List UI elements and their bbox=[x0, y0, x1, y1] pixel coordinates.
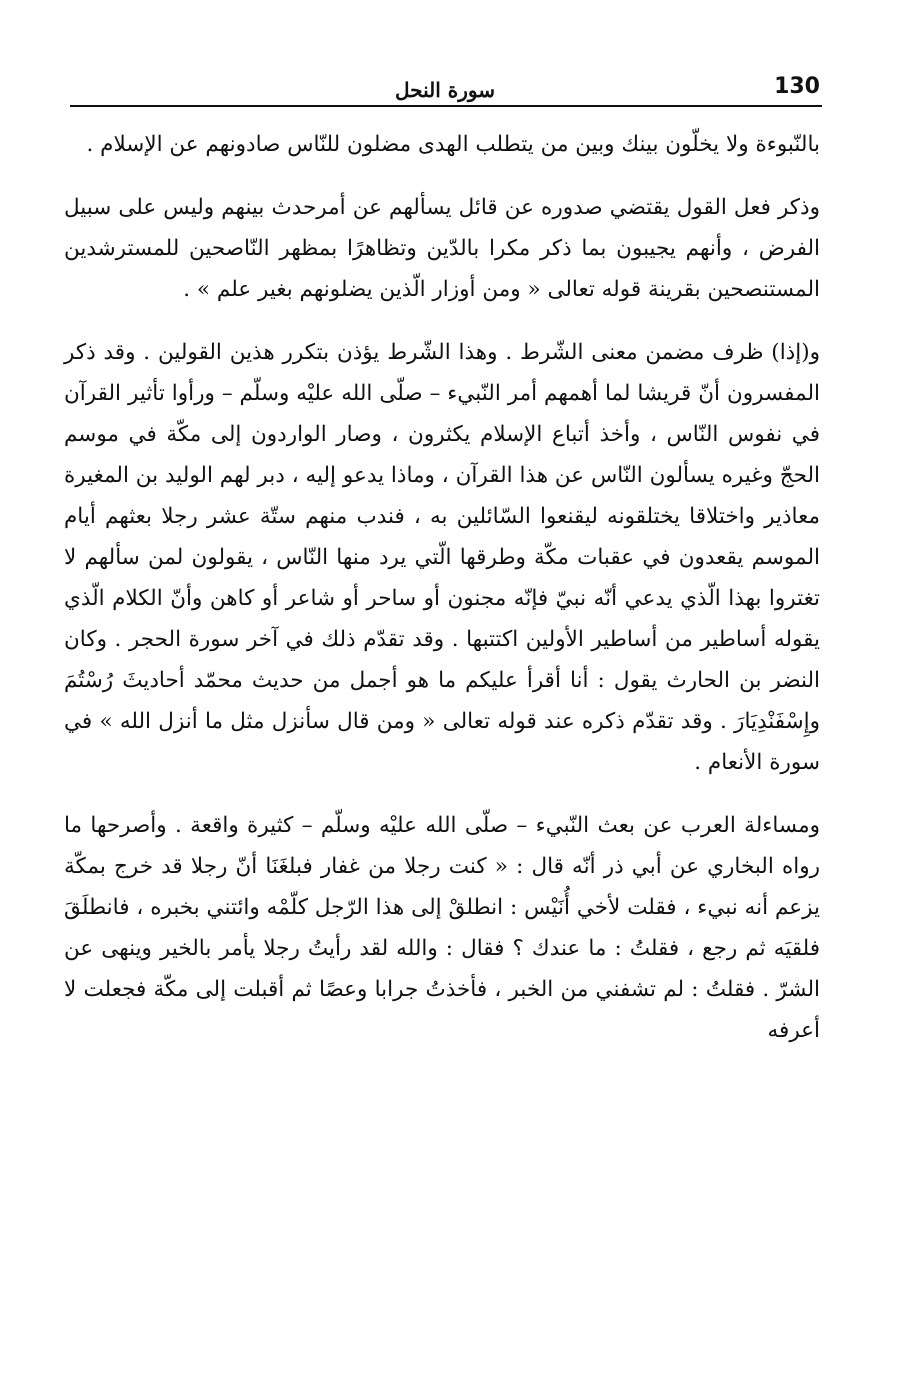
paragraph-1: بالنّبوءة ولا يخلّون بينك وبين من يتطلب الهدى مضلون للنّاس صادونهم عن الإسلام . bbox=[86, 132, 820, 157]
paragraph-4: ومساءلة العرب عن بعث النّبيء – صلّى الله عليْه وسلّم – كثيرة واقعة . وأصرحها ما رواه البخاري عن أبي ذر أنّه قال : « كنت رجلا من غفار فبلغَنَا أنّ رجلا قد خرج بمكّة يزعم أنه نبيء ، فقلت لأخي أُنَيْس : انطلقْ إلى هذا الرّجل كلّمْه وائتني بخبره ، فانطلَقَ فلقيَه ثم رجع ، فقلتُ : ما عندك ؟ فقال : والله لقد رأيتُ رجلا يأمر بالخير وينهى عن الشرّ . فقلتُ : لم تشفني من الخبر ، فأخذتُ جرابا وعصًا ثم أقبلت إلى مكّة فجعلت لا أعرفه bbox=[64, 813, 820, 1043]
page-header bbox=[70, 72, 822, 106]
paragraph-2: وذكر فعل القول يقتضي صدوره عن قائل يسألهم عن أمرحدث بينهم وليس على سبيل الفرض ، وأنهم يجيبون بما ذكر مكرا بالدّين وتظاهرًا بمظهر النّاصحين للمسترشدين المستنصحين بقرينة قوله تعالى « ومن أوزار الّذين يضلونهم بغير علم » . bbox=[64, 195, 820, 302]
paragraph-3: و(إذا) ظرف مضمن معنى الشّرط . وهذا الشّرط يؤذن بتكرر هذين القولين . وقد ذكر المفسرون أنّ قريشا لما أهمهم أمر النّبيء – صلّى الله عليْه وسلّم – ورأوا تأثير القرآن في نفوس النّاس ، وأخذ أتباع الإسلام يكثرون ، وصار الواردون إلى مكّة في موسم الحجّ وغيره يسألون النّاس عن هذا القرآن ، وماذا يدعو إليه ، دبر لهم الوليد بن المغيرة معاذير واختلاقا يختلقونه ليقنعوا السّائلين به ، فندب منهم ستّة عشر رجلا بعثهم أيام الموسم يقعدون في عقبات مكّة وطرقها الّتي يرد منها النّاس ، يقولون لمن سألهم لا تغتروا بهذا الّذي يدعي أنّه نبيّ فإنّه مجنون أو ساحر أو شاعر أو كاهن وأنّ الكلام الّذي يقوله أساطير من أساطير الأولين اكتتبها . وقد تقدّم ذلك في آخر سورة الحجر . وكان النضر بن الحارث يقول : أنا أقرأ عليكم ما هو أجمل من حديث محمّد أحاديثَ رُسْتُمَ وإِسْفَنْدِيَارَ . وقد تقدّم ذكره عند قوله تعالى « ومن قال سأنزل مثل ما أنزل الله » في سورة الأنعام . bbox=[64, 340, 820, 775]
page-number: 130 bbox=[774, 74, 820, 99]
running-title: سورة النحل bbox=[395, 78, 495, 102]
body-text bbox=[64, 124, 820, 1051]
header-rule bbox=[70, 105, 822, 107]
